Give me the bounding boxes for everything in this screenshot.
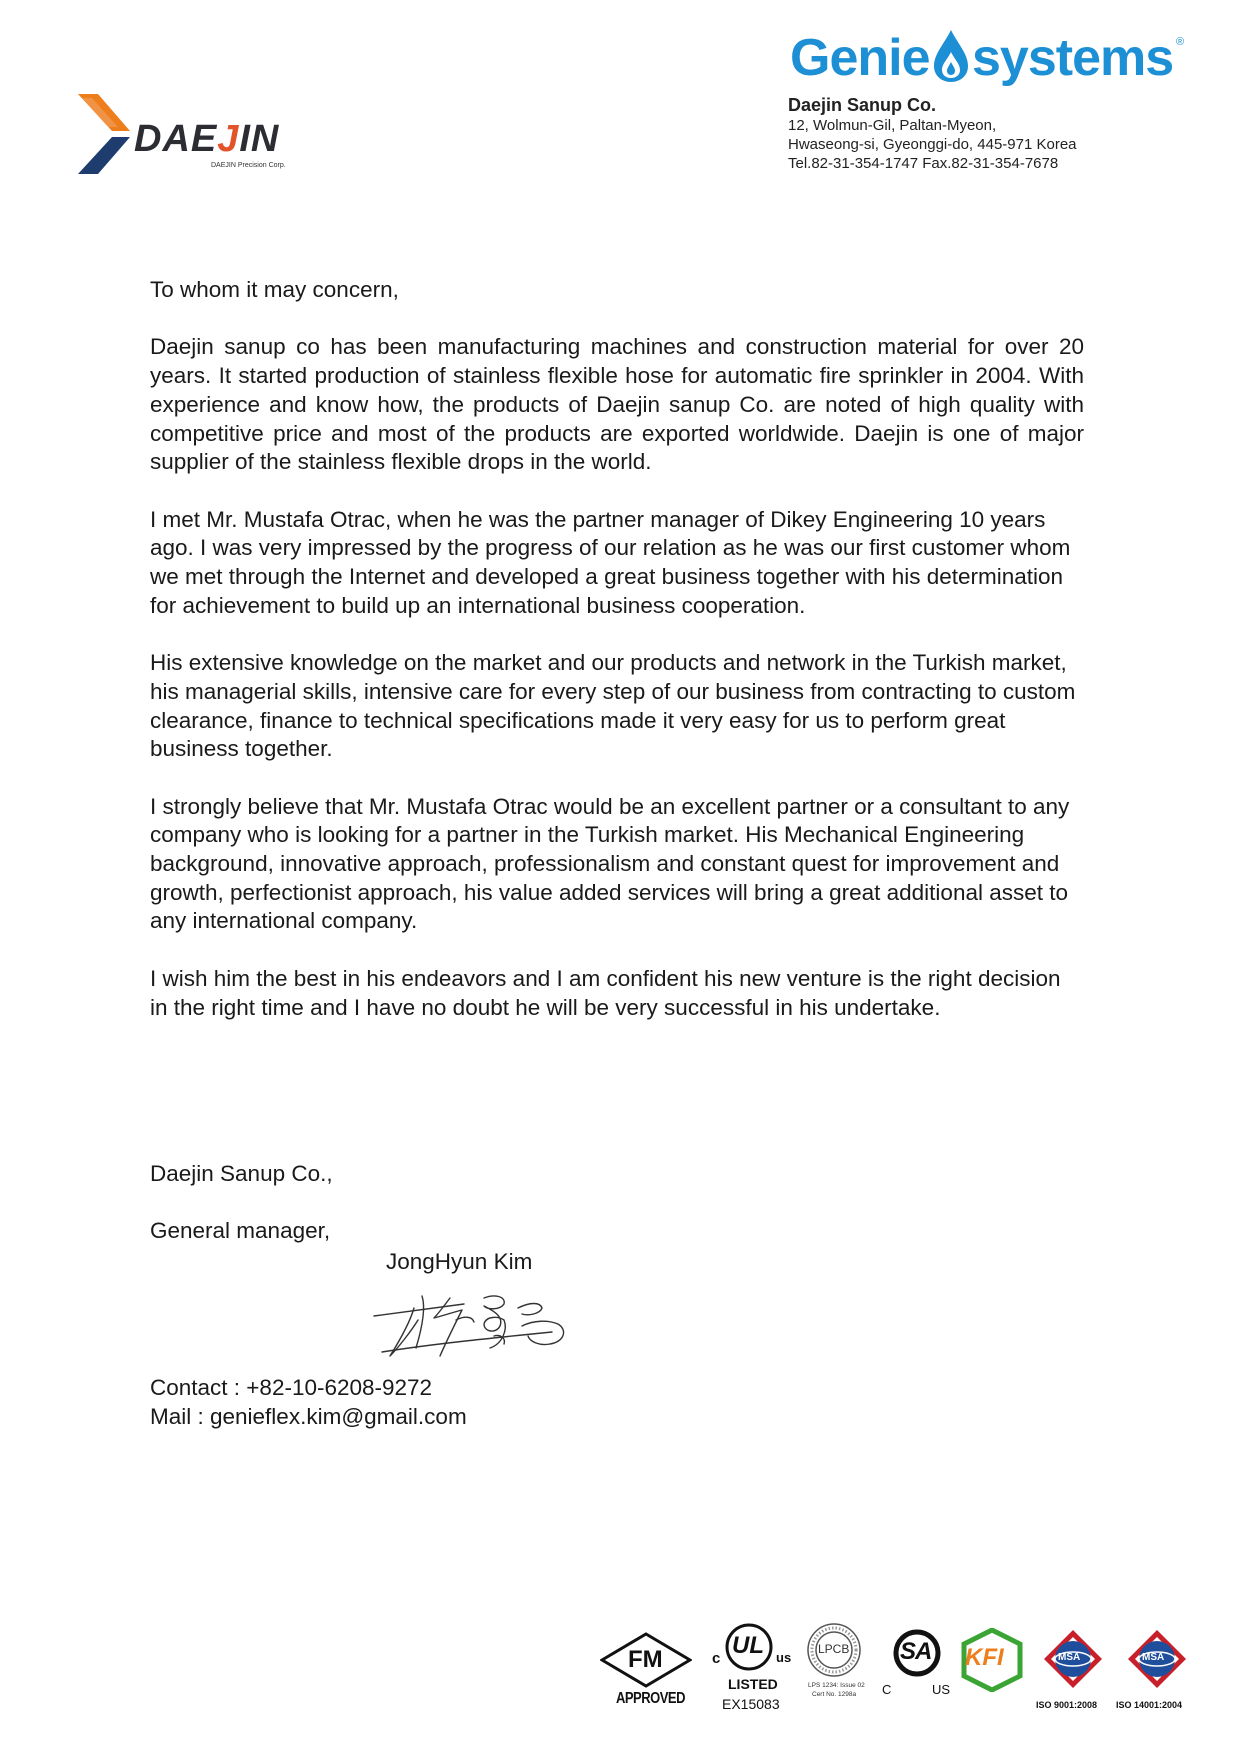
closing-block bbox=[150, 1160, 1050, 1246]
address-line-1: 12, Wolmun-Gil, Paltan-Myeon, bbox=[788, 117, 997, 134]
fm-approved-label: APPROVED bbox=[616, 1688, 685, 1707]
lpcb-mark: LPCB bbox=[818, 1642, 850, 1656]
company-name: Daejin Sanup Co. bbox=[788, 95, 937, 115]
closing-company: Daejin Sanup Co., bbox=[150, 1161, 333, 1186]
signer-name: JongHyun Kim bbox=[386, 1249, 533, 1274]
daejin-subtitle: DAEJIN Precision Corp. bbox=[211, 162, 286, 169]
ul-us-label: us bbox=[776, 1650, 792, 1665]
csa-us-label: US bbox=[932, 1682, 951, 1697]
kfi-mark: KFI bbox=[965, 1644, 1004, 1671]
csa-mark: SA bbox=[900, 1638, 932, 1665]
paragraph-knowledge: His extensive knowledge on the market and our products and network in the Turkish market, his managerial skills, intensive care for every step of our business from contracting to custom clearance, finance to technical specifications made it very easy for us to perform great business together. bbox=[150, 650, 1076, 762]
letter-body bbox=[150, 276, 1084, 1051]
daejin-wordmark-suffix: IN bbox=[239, 118, 280, 160]
msa-mark: MSA bbox=[1058, 1652, 1081, 1663]
phone-fax-line: Tel.82-31-354-1747 Fax.82-31-354-7678 bbox=[788, 155, 1059, 172]
genie-systems-logo bbox=[790, 22, 1190, 92]
ul-listed-label: LISTED bbox=[728, 1676, 778, 1692]
genie-wordmark-left: Genie bbox=[790, 29, 930, 87]
ul-file-number: EX15083 bbox=[722, 1696, 780, 1712]
kfi-logo bbox=[960, 1628, 1024, 1692]
ul-c-label: c bbox=[712, 1650, 721, 1667]
paragraph-recommendation: I strongly believe that Mr. Mustafa Otrac would be an excellent partner or a consultant to any company who is looking for a partner in the Turkish market. His Mechanical Engineering background, innovative approach, professionalism and constant quest for improvement and growth, perfectionist approach, his value added services will bring a great additional asset to any international company. bbox=[150, 793, 1070, 934]
iso-9001-label: ISO 9001:2008 bbox=[1036, 1700, 1098, 1710]
paragraph-wishes: I wish him the best in his endeavors and I am confident his new venture is the right decision in the right time and I have no doubt he will be very successful in his undertake. bbox=[150, 965, 1061, 1020]
contact-phone: Contact : +82-10-6208-9272 bbox=[150, 1375, 433, 1400]
daejin-logo bbox=[78, 94, 308, 174]
daejin-chevron-icon bbox=[78, 94, 134, 174]
ul-listed-logo bbox=[712, 1622, 798, 1726]
certification-logos bbox=[600, 1620, 1200, 1730]
address-line-2: Hwaseong-si, Gyeonggi-do, 445-971 Korea bbox=[788, 136, 1077, 153]
fm-approved-logo bbox=[600, 1632, 692, 1712]
paragraph-meeting: I met Mr. Mustafa Otrac, when he was the partner manager of Dikey Engineering 10 years ago. I was very impressed by the progress of our relation as he was our first customer whom we met through the Internet and developed a great business together with his determination for achievement to build up an international business cooperation. bbox=[150, 506, 1071, 618]
csa-c-label: C bbox=[882, 1682, 892, 1697]
flame-drop-icon bbox=[930, 28, 972, 84]
lpcb-standard: LPS 1234: Issue 02 bbox=[808, 1682, 865, 1689]
daejin-wordmark-highlight: J bbox=[217, 118, 240, 160]
company-address-block bbox=[788, 95, 1208, 173]
salutation: To whom it may concern, bbox=[150, 277, 399, 302]
msa-mark: MSA bbox=[1142, 1652, 1165, 1663]
lpcb-cert-number: Cert No. 1298a bbox=[812, 1691, 857, 1698]
csa-logo bbox=[882, 1628, 952, 1718]
registered-mark: ® bbox=[1176, 36, 1185, 48]
handwritten-signature bbox=[372, 1286, 602, 1366]
daejin-wordmark-prefix: DAE bbox=[134, 118, 218, 160]
contact-block bbox=[150, 1374, 467, 1431]
contact-mail: Mail : genieflex.kim@gmail.com bbox=[150, 1403, 467, 1429]
iso-14001-label: ISO 14001:2004 bbox=[1116, 1700, 1183, 1710]
closing-title: General manager, bbox=[150, 1218, 331, 1244]
genie-wordmark-right: systems bbox=[972, 29, 1174, 87]
daejin-wordmark bbox=[134, 118, 279, 161]
ul-mark: UL bbox=[732, 1632, 764, 1659]
msa-iso14001-logo bbox=[1116, 1628, 1200, 1724]
msa-iso9001-logo bbox=[1036, 1628, 1112, 1724]
lpcb-logo bbox=[806, 1622, 870, 1722]
fm-mark: FM bbox=[628, 1646, 663, 1673]
paragraph-company-intro: Daejin sanup co has been manufacturing machines and construction material for over 20 years. It started production of stainless flexible hose for automatic fire sprinkler in 2004. With experience and know how, the products of Daejin sanup Co. are noted of high quality with competitive price and most of the products are exported worldwide. Daejin is one of major supplier of the stainless flexible drops in the world. bbox=[150, 334, 1084, 475]
